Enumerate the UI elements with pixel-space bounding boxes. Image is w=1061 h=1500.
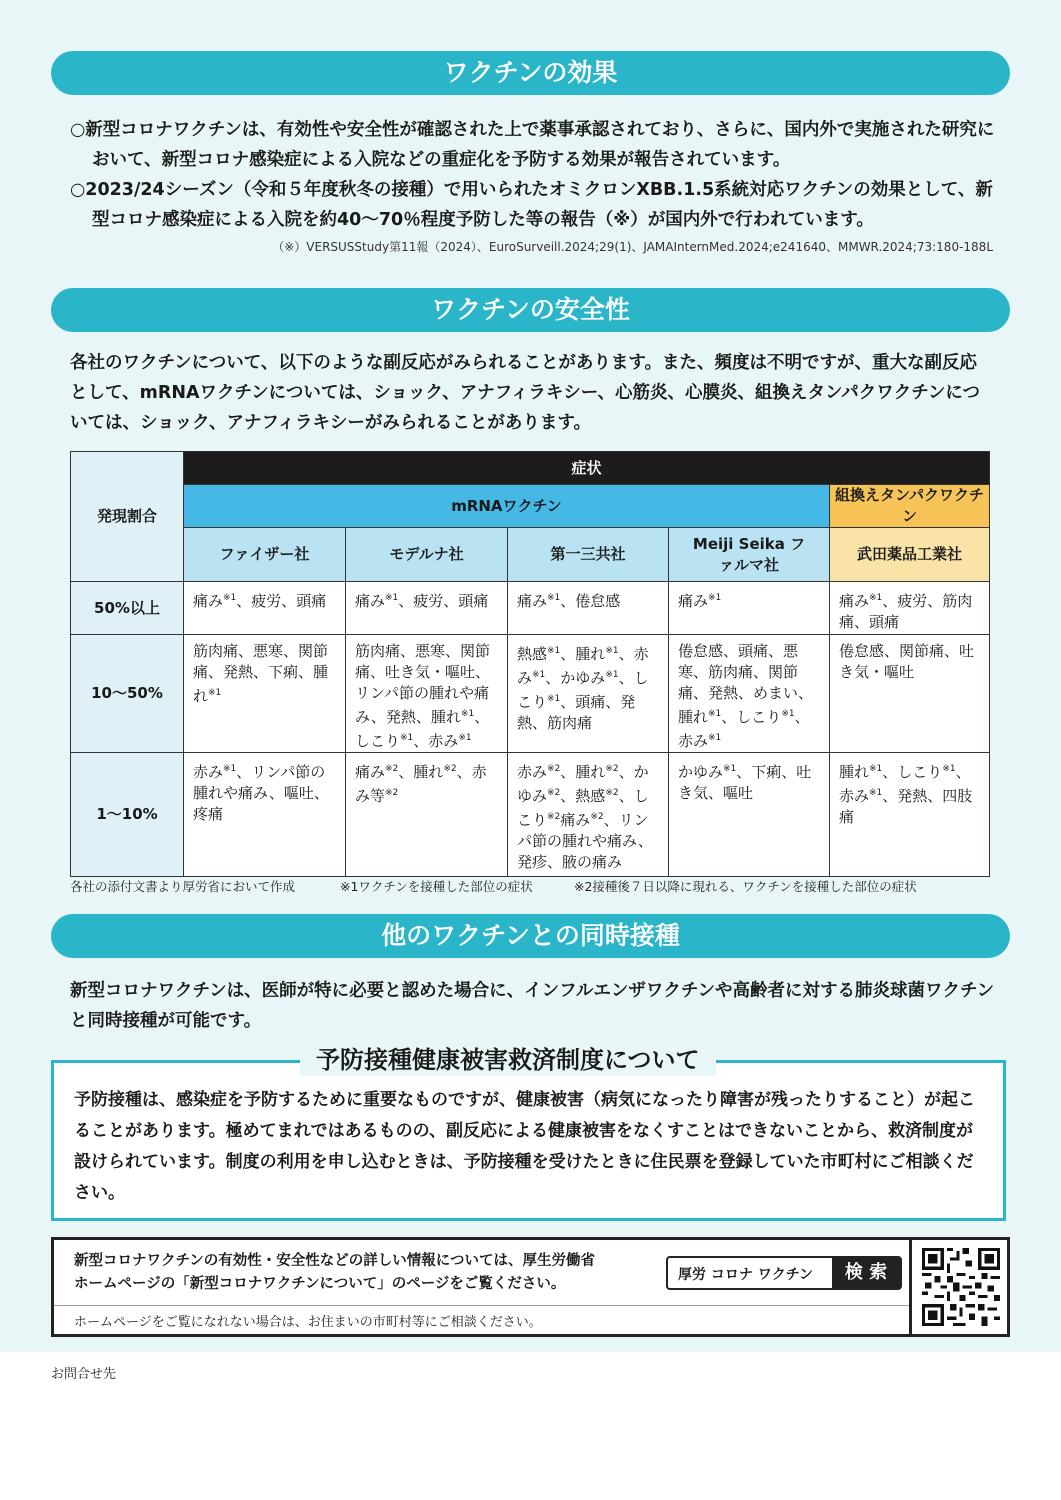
mrna-header: mRNAワクチン xyxy=(184,485,830,528)
safety-intro: 各社のワクチンについて、以下のような副反応がみられることがあります。また、頻度は不明ですが、重大な副反応として、mRNAワクチンについては、ショック、アナフィラキシー、心筋炎、心膜炎、組換えタンパクワクチンについては、ショック、アナフィラキシーがみられることがあります。 xyxy=(70,353,981,433)
table-footnote-2: ※2接種後７日以降に現れる、ワクチンを接種した部位の症状 xyxy=(574,879,917,894)
search-button[interactable]: 検 索 xyxy=(832,1258,900,1288)
info-line-1: 新型コロナワクチンの有効性・安全性などの詳しい情報については、厚生労働省 xyxy=(74,1253,595,1269)
table-cell: 熱感$^{※1}$、腫れ$^{※1}$、赤み$^{※1}$、かゆみ$^{※1}$、しこり$^{※1}$、頭痛、発熱、筋肉痛 xyxy=(508,635,669,753)
symptom-header: 症状 xyxy=(184,452,990,485)
table-cell: 痛み$^{※1}$、疲労、頭痛 xyxy=(346,582,508,635)
table-cell: 腫れ$^{※1}$、しこり$^{※1}$、赤み$^{※1}$、発熱、四肢痛 xyxy=(830,753,990,877)
relief-title: 予防接種健康被害救済制度について xyxy=(300,1044,716,1076)
protein-header: 組換えタンパクワクチン xyxy=(830,485,990,528)
rate-header: 発現割合 xyxy=(71,452,184,582)
relief-text: 予防接種は、感染症を予防するために重要なものですが、健康被害（病気になったり障害が残ったりすること）が起こることがあります。極めてまれではあるものの、副反応による健康被害をなくすことはできないことから、救済制度が設けられています。制度の利用を申し込むときは、予防接種を受けたときに住民票を登録していた市町村にご相談ください。 xyxy=(74,1090,975,1203)
row-label: 1～10% xyxy=(71,753,184,877)
qr-code-icon[interactable] xyxy=(922,1248,1000,1326)
company-header: モデルナ社 xyxy=(346,528,508,582)
row-label: 50%以上 xyxy=(71,582,184,635)
company-header: 武田薬品工業社 xyxy=(830,528,990,582)
table-cell: 痛み$^{※1}$ xyxy=(669,582,830,635)
company-header: 第一三共社 xyxy=(508,528,669,582)
efficacy-title: ワクチンの効果 xyxy=(51,51,1010,95)
table-footnote-1: ※1ワクチンを接種した部位の症状 xyxy=(340,879,533,894)
info-sub-text: ホームページをご覧になれない場合は、お住まいの市町村等にご相談ください。 xyxy=(74,1315,542,1330)
search-box[interactable] xyxy=(666,1256,902,1290)
table-cell: 痛み$^{※2}$、腫れ$^{※2}$、赤み等$^{※2}$ xyxy=(346,753,508,877)
table-cell: 赤み$^{※2}$、腫れ$^{※2}$、かゆみ$^{※2}$、熱感$^{※2}$、しこり$^{※2}$痛み$^{※2}$、リンパ節の腫れや痛み、発疹、腋の痛み xyxy=(508,753,669,877)
efficacy-body xyxy=(70,115,995,235)
info-line-2: ホームページの「新型コロナワクチンについて」のページをご覧ください。 xyxy=(74,1276,566,1292)
table-cell: 倦怠感、関節痛、吐き気・嘔吐 xyxy=(830,635,990,753)
coadmin-title: 他のワクチンとの同時接種 xyxy=(51,914,1010,958)
table-source-note: 各社の添付文書より厚労省において作成 xyxy=(70,879,296,894)
efficacy-bullet-2: ○2023/24シーズン（令和５年度秋冬の接種）で用いられたオミクロンXBB.1.5系統対応ワクチンの効果として、新型コロナ感染症による入院を約40～70％程度予防した等の報告（※）が国内外で行われています。 xyxy=(70,180,993,230)
info-divider xyxy=(54,1305,909,1306)
safety-title: ワクチンの安全性 xyxy=(51,288,1010,332)
company-header: Meiji Seika ファルマ社 xyxy=(669,528,830,582)
contact-label: お問合せ先 xyxy=(51,1367,117,1382)
coadmin-text: 新型コロナワクチンは、医師が特に必要と認めた場合に、インフルエンザワクチンや高齢者に対する肺炎球菌ワクチンと同時接種が可能です。 xyxy=(70,981,995,1031)
info-text xyxy=(74,1250,595,1296)
table-cell: 痛み$^{※1}$、疲労、筋肉痛、頭痛 xyxy=(830,582,990,635)
table-cell: 倦怠感、頭痛、悪寒、筋肉痛、関節痛、発熱、めまい、腫れ$^{※1}$、しこり$^{※1}$、赤み$^{※1}$ xyxy=(669,635,830,753)
qr-area xyxy=(909,1240,1010,1334)
side-effect-table xyxy=(70,451,990,877)
table-cell: 筋肉痛、悪寒、関節痛、吐き気・嘔吐、リンパ節の腫れや痛み、発熱、腫れ$^{※1}$、しこり$^{※1}$、赤み$^{※1}$ xyxy=(346,635,508,753)
row-label: 10～50% xyxy=(71,635,184,753)
table-cell: かゆみ$^{※1}$、下痢、吐き気、嘔吐 xyxy=(669,753,830,877)
efficacy-references: （※）VERSUSStudy第11報（2024）、EuroSurveill.2024;29(1)、JAMAInternMed.2024;e241640、MMWR.2024;73:180-188L xyxy=(272,240,993,254)
company-header: ファイザー社 xyxy=(184,528,346,582)
table-cell: 痛み$^{※1}$、倦怠感 xyxy=(508,582,669,635)
table-cell: 筋肉痛、悪寒、関節痛、発熱、下痢、腫れ$^{※1}$ xyxy=(184,635,346,753)
table-cell: 赤み$^{※1}$、リンパ節の腫れや痛み、嘔吐、疼痛 xyxy=(184,753,346,877)
efficacy-bullet-1: ○新型コロナワクチンは、有効性や安全性が確認された上で薬事承認されており、さらに、国内外で実施された研究において、新型コロナ感染症による入院などの重症化を予防する効果が報告されています。 xyxy=(70,120,995,170)
info-box xyxy=(51,1237,1010,1337)
search-query: 厚労 コロナ ワクチン xyxy=(678,1267,814,1283)
table-cell: 痛み$^{※1}$、疲労、頭痛 xyxy=(184,582,346,635)
